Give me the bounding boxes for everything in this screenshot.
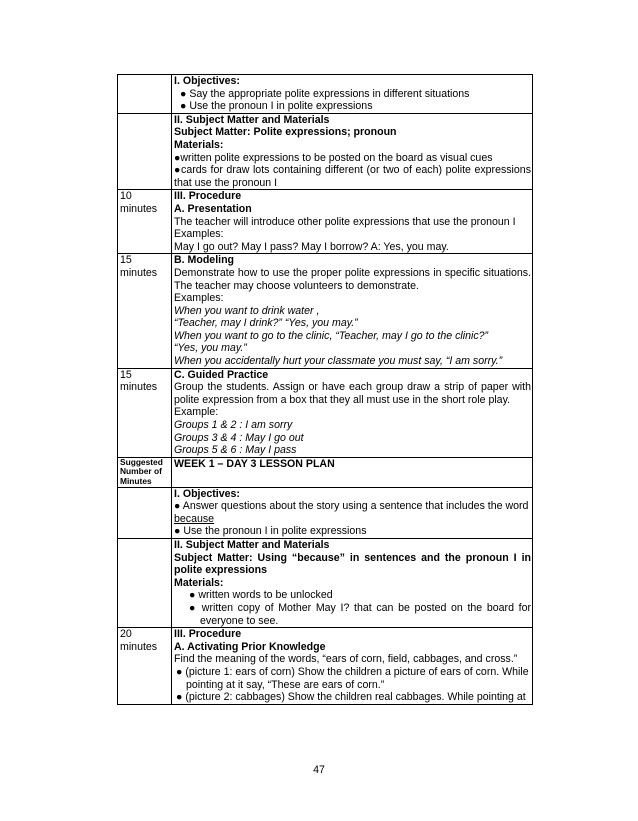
minutes-cell: 10 minutes bbox=[118, 190, 172, 254]
content-line: May I go out? May I pass? May I borrow? A: Yes, you may. bbox=[174, 240, 449, 253]
content-line: II. Subject Matter and Materials bbox=[174, 113, 330, 126]
lesson-plan-table bbox=[117, 74, 533, 705]
minutes-cell bbox=[118, 538, 172, 627]
content-line: A. Activating Prior Knowledge bbox=[174, 640, 326, 653]
content-line: ● Use the pronoun I in polite expressions bbox=[180, 100, 373, 113]
content-line: III. Procedure bbox=[174, 628, 242, 641]
content-line: ● Use the pronoun I in polite expressions bbox=[174, 525, 367, 538]
suggested-minutes-header: Suggested Number of Minutes bbox=[118, 457, 172, 487]
content-line: ●cards for draw lots containing different (or two of each) polite expressions that use the pronoun I bbox=[174, 164, 531, 189]
lesson-plan-title: WEEK 1 – DAY 3 LESSON PLAN bbox=[172, 457, 533, 487]
content-cell bbox=[172, 75, 533, 114]
content-line: Find the meaning of the words, “ears of corn, field, cabbages, and cross.” bbox=[174, 653, 518, 666]
content-line: “Yes, you may.” bbox=[174, 342, 247, 355]
content-line: ● Answer questions about the story using a sentence that includes the word bbox=[174, 500, 529, 513]
content-line: Examples: bbox=[174, 292, 224, 305]
content-line: ● written words to be unlocked bbox=[189, 589, 333, 602]
content-line: because bbox=[174, 512, 215, 525]
content-cell bbox=[172, 368, 533, 457]
content-cell bbox=[172, 254, 533, 368]
header-row bbox=[118, 457, 533, 487]
minutes-cell bbox=[118, 487, 172, 538]
content-line: I. Objectives: bbox=[174, 75, 240, 87]
content-line: ● (picture 2: cabbages) Show the children real cabbages. While pointing at bbox=[176, 691, 526, 704]
content-line: The teacher will introduce other polite expressions that use the pronoun I bbox=[174, 215, 516, 228]
content-line: Example: bbox=[174, 406, 219, 419]
minutes-cell: 15 minutes bbox=[118, 368, 172, 457]
table-row bbox=[118, 487, 533, 538]
table-row bbox=[118, 190, 533, 254]
content-line: Groups 3 & 4 : May I go out bbox=[174, 431, 304, 444]
minutes-cell: 20 minutes bbox=[118, 628, 172, 705]
table-row bbox=[118, 113, 533, 190]
content-line bbox=[174, 126, 531, 139]
minutes-cell bbox=[118, 75, 172, 114]
content-line: “Teacher, may I drink?” “Yes, you may.” bbox=[174, 317, 358, 330]
content-line: C. Guided Practice bbox=[174, 368, 269, 381]
content-cell bbox=[172, 487, 533, 538]
minutes-cell bbox=[118, 113, 172, 190]
content-line: III. Procedure bbox=[174, 190, 242, 203]
table-row bbox=[118, 75, 533, 114]
line-label: Subject Matter: bbox=[174, 551, 253, 564]
page-number: 47 bbox=[313, 764, 325, 776]
content-cell bbox=[172, 538, 533, 627]
table-row bbox=[118, 254, 533, 368]
content-line: A. Presentation bbox=[174, 202, 252, 215]
content-line: I. Objectives: bbox=[174, 487, 240, 500]
table-row bbox=[118, 368, 533, 457]
content-line: II. Subject Matter and Materials bbox=[174, 538, 330, 551]
content-line: ● written copy of Mother May I? that can be posted on the board for everyone to see. bbox=[189, 601, 531, 627]
content-cell bbox=[172, 190, 533, 254]
content-line: Groups 1 & 2 : I am sorry bbox=[174, 419, 293, 432]
content-line: When you want to drink water , bbox=[174, 304, 320, 317]
line-label: Subject Matter: bbox=[174, 126, 251, 139]
content-line: When you want to go to the clinic, “Teacher, may I go to the clinic?” bbox=[174, 329, 489, 342]
content-line: Materials: bbox=[174, 576, 224, 589]
content-line bbox=[174, 552, 531, 577]
content-cell bbox=[172, 113, 533, 190]
line-text: Polite expressions; pronoun bbox=[250, 126, 397, 139]
content-line: ● (picture 1: ears of corn) Show the children a picture of ears of corn. While pointing at it say, “These are ears of corn.” bbox=[176, 665, 529, 691]
content-line: When you accidentally hurt your classmate you must say, “I am sorry.” bbox=[174, 355, 503, 368]
minutes-cell: 15 minutes bbox=[118, 254, 172, 368]
table-row bbox=[118, 538, 533, 627]
content-cell bbox=[172, 628, 533, 705]
content-line: Groups 5 & 6 : May I pass bbox=[174, 444, 297, 457]
content-line: ● Say the appropriate polite expressions in different situations bbox=[180, 87, 470, 100]
content-line: Examples: bbox=[174, 228, 224, 241]
line-text: Using “because” in sentences and the pronoun I in polite expressions bbox=[174, 551, 531, 577]
content-line: Group the students. Assign or have each group draw a strip of paper with polite expression from a box that they all must use in the short role play. bbox=[174, 381, 531, 406]
table-row bbox=[118, 628, 533, 705]
content-line: B. Modeling bbox=[174, 254, 235, 267]
content-line: Materials: bbox=[174, 138, 224, 151]
content-line: Demonstrate how to use the proper polite expressions in specific situations. The teacher may choose volunteers to demonstrate. bbox=[174, 266, 531, 292]
content-line: ●written polite expressions to be posted on the board as visual cues bbox=[174, 151, 493, 164]
